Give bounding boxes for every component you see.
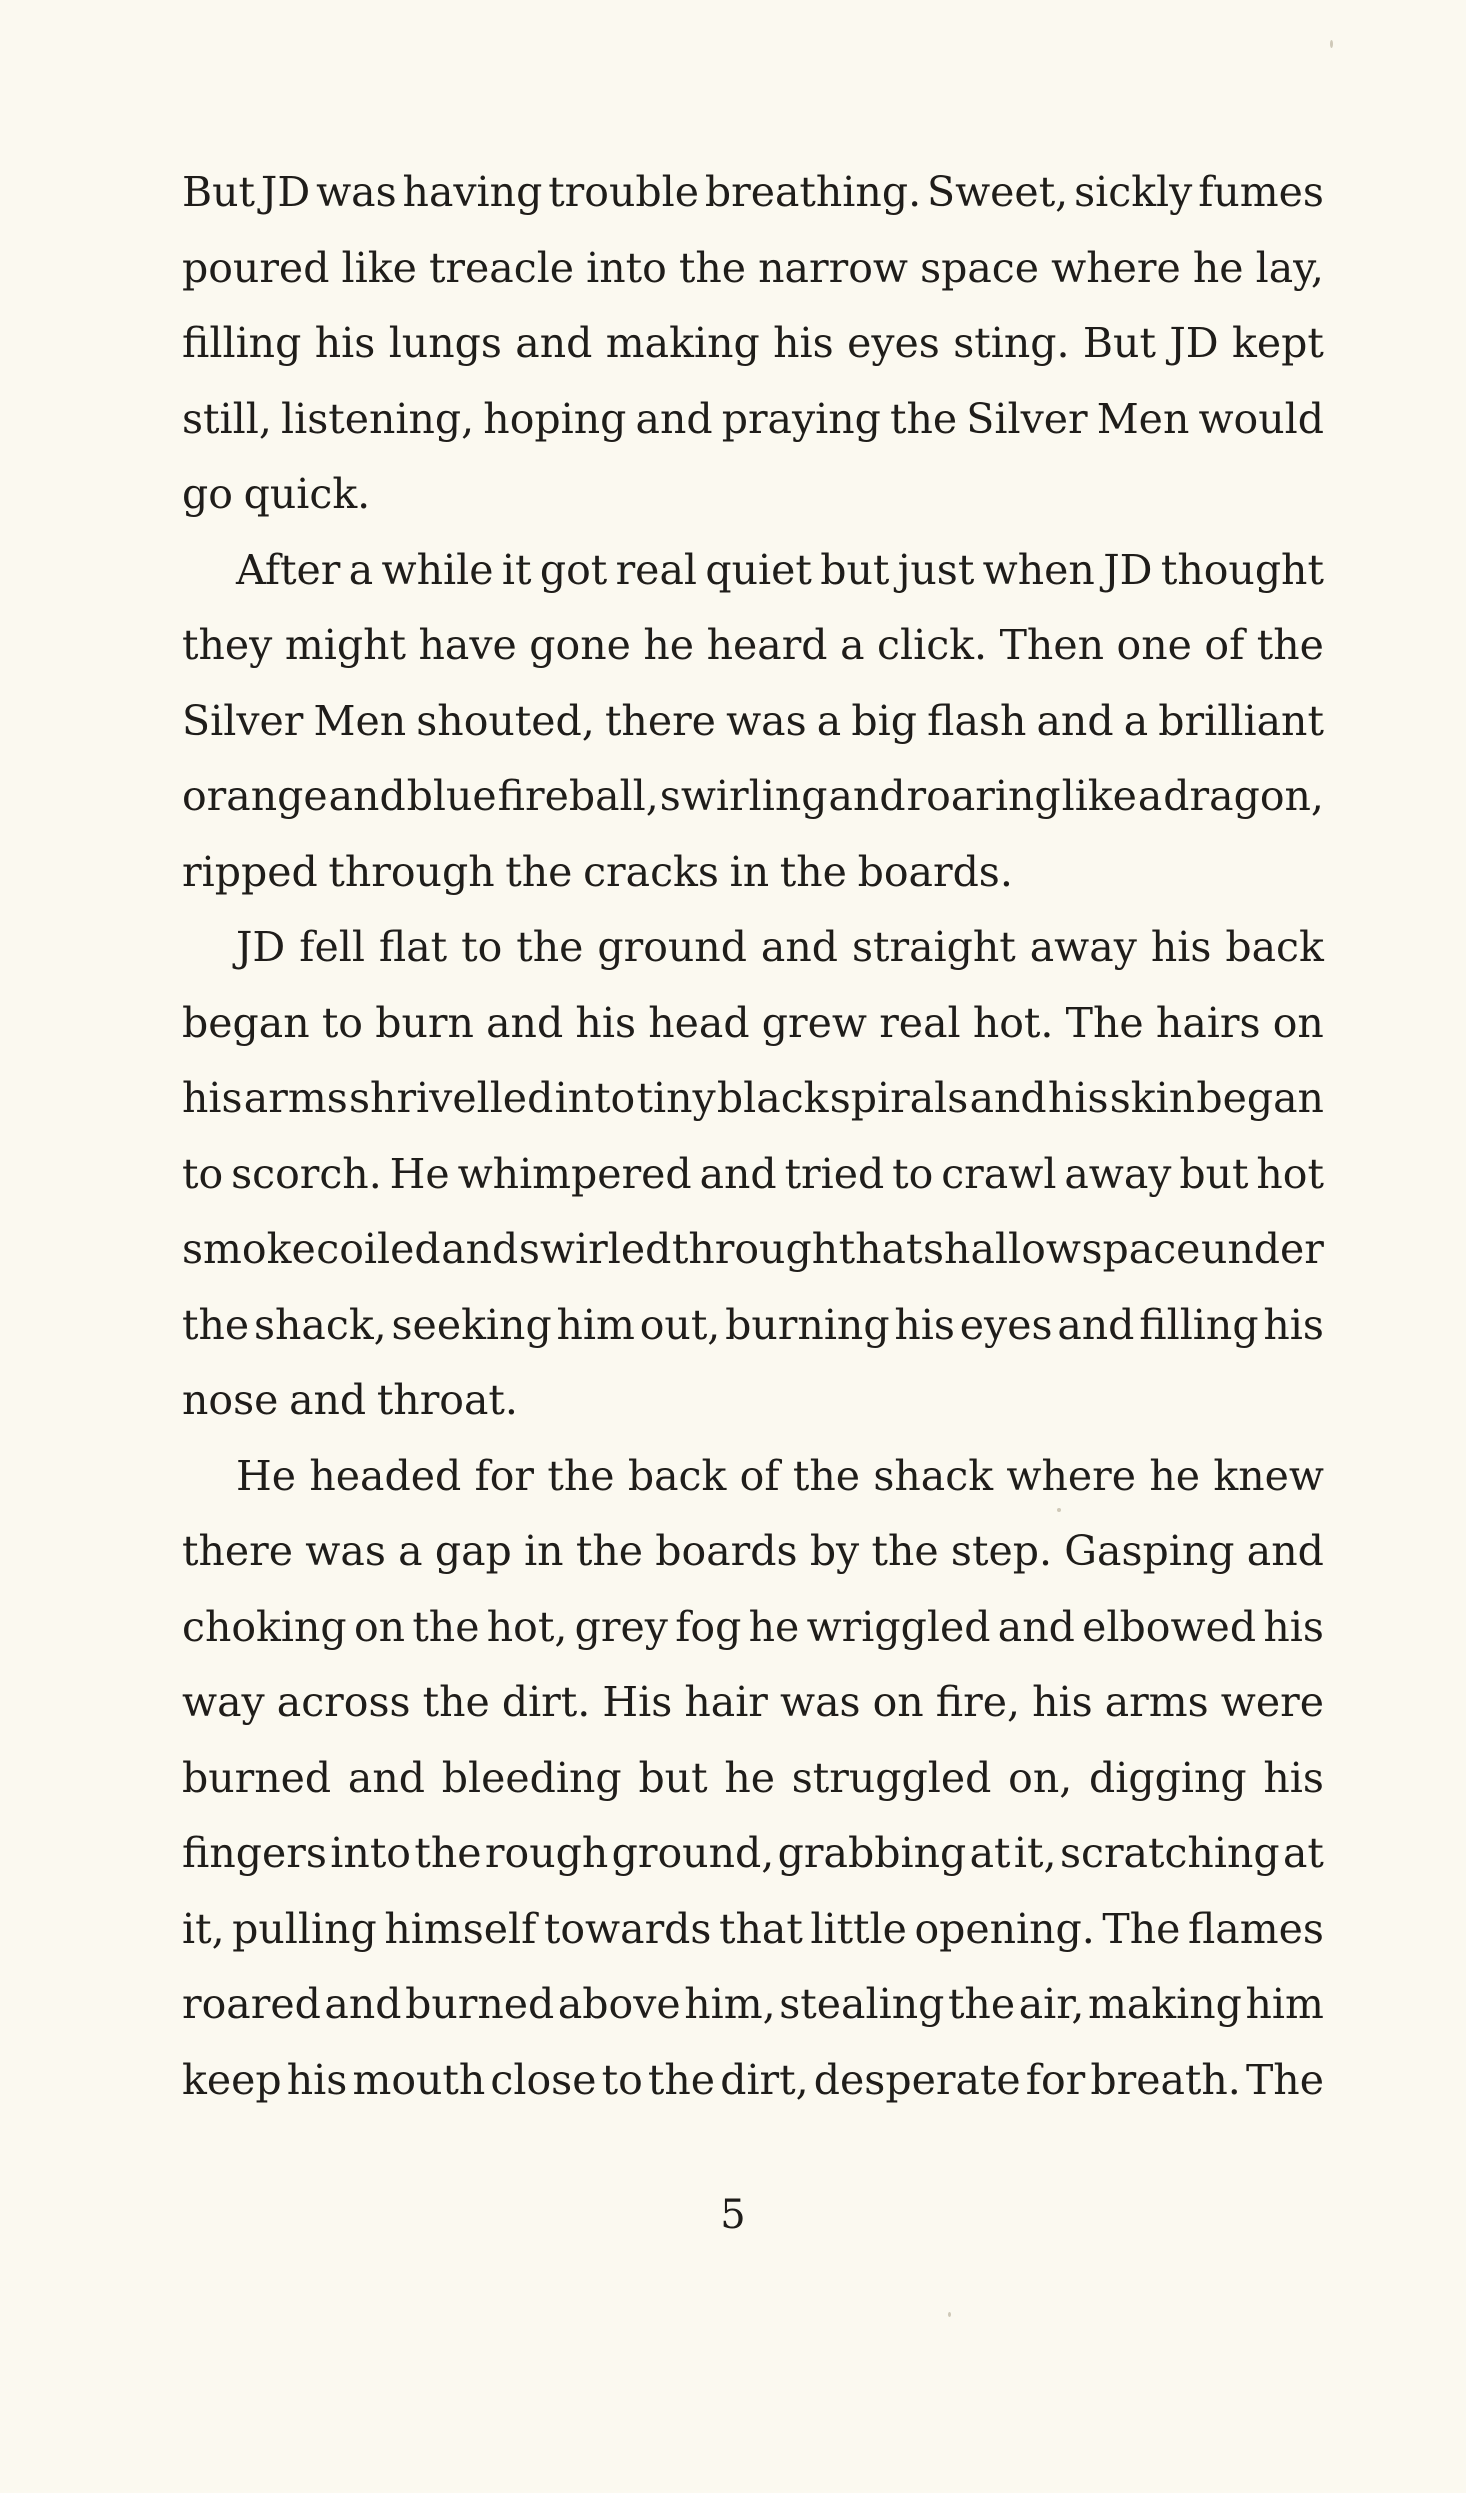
text-line: it, pulling himself towards that little opening. The flames	[182, 1904, 1324, 1953]
text-line: burned and bleeding but he struggled on, digging his	[182, 1753, 1324, 1802]
text-line: But JD was having trouble breathing. Sweet, sickly fumes	[182, 168, 1324, 216]
text-line: choking on the hot, grey fog he wriggled and elbowed his	[182, 1602, 1324, 1651]
text-line: filling his lungs and making his eyes sting. But JD kept	[182, 319, 1324, 367]
paragraph	[182, 910, 1324, 1439]
text-line: fingers into the rough ground, grabbing at it, scratching at	[182, 1829, 1324, 1877]
text-line: smoke coiled and swirled through that shallow space under	[182, 1225, 1324, 1273]
text-line: way across the dirt. His hair was on fire, his arms were	[182, 1678, 1324, 1726]
text-line: go quick.	[182, 470, 371, 518]
text-line: there was a gap in the boards by the step. Gasping and	[182, 1527, 1324, 1575]
paragraph	[182, 1439, 1324, 2119]
text-line: began to burn and his head grew real hot. The hairs on	[182, 998, 1324, 1047]
paper-speck	[1057, 1508, 1061, 1512]
body-text	[182, 155, 1324, 2118]
text-line: keep his mouth close to the dirt, desperate for breath. The	[182, 2055, 1324, 2104]
text-line: ripped through the cracks in the boards.	[182, 847, 1013, 896]
text-line: poured like treacle into the narrow space where he lay,	[182, 243, 1324, 292]
text-line: He headed for the back of the shack where he knew	[236, 1451, 1324, 1500]
text-line: orange and blue fireball, swirling and roaring like a dragon,	[182, 772, 1324, 820]
text-line: the shack, seeking him out, burning his eyes and filling his	[182, 1300, 1324, 1349]
paper-speck	[948, 2312, 951, 2317]
text-line: roared and burned above him, stealing the air, making him	[182, 1980, 1324, 2028]
text-line: they might have gone he heard a click. Then one of the	[182, 621, 1324, 669]
text-line: still, listening, hoping and praying the Silver Men would	[182, 394, 1324, 443]
paragraph	[182, 533, 1324, 911]
page-number: 5	[720, 2192, 746, 2238]
text-line: Silver Men shouted, there was a big flash and a brilliant	[182, 696, 1324, 745]
text-line: to scorch. He whimpered and tried to crawl away but hot	[182, 1149, 1324, 1198]
paper-speck	[1330, 40, 1333, 48]
paragraph	[182, 155, 1324, 533]
text-line: his arms shrivelled into tiny black spirals and his skin began	[182, 1074, 1324, 1122]
text-line: nose and throat.	[182, 1376, 518, 1424]
text-line: JD fell flat to the ground and straight away his back	[236, 923, 1324, 971]
text-line: After a while it got real quiet but just when JD thought	[236, 545, 1324, 594]
